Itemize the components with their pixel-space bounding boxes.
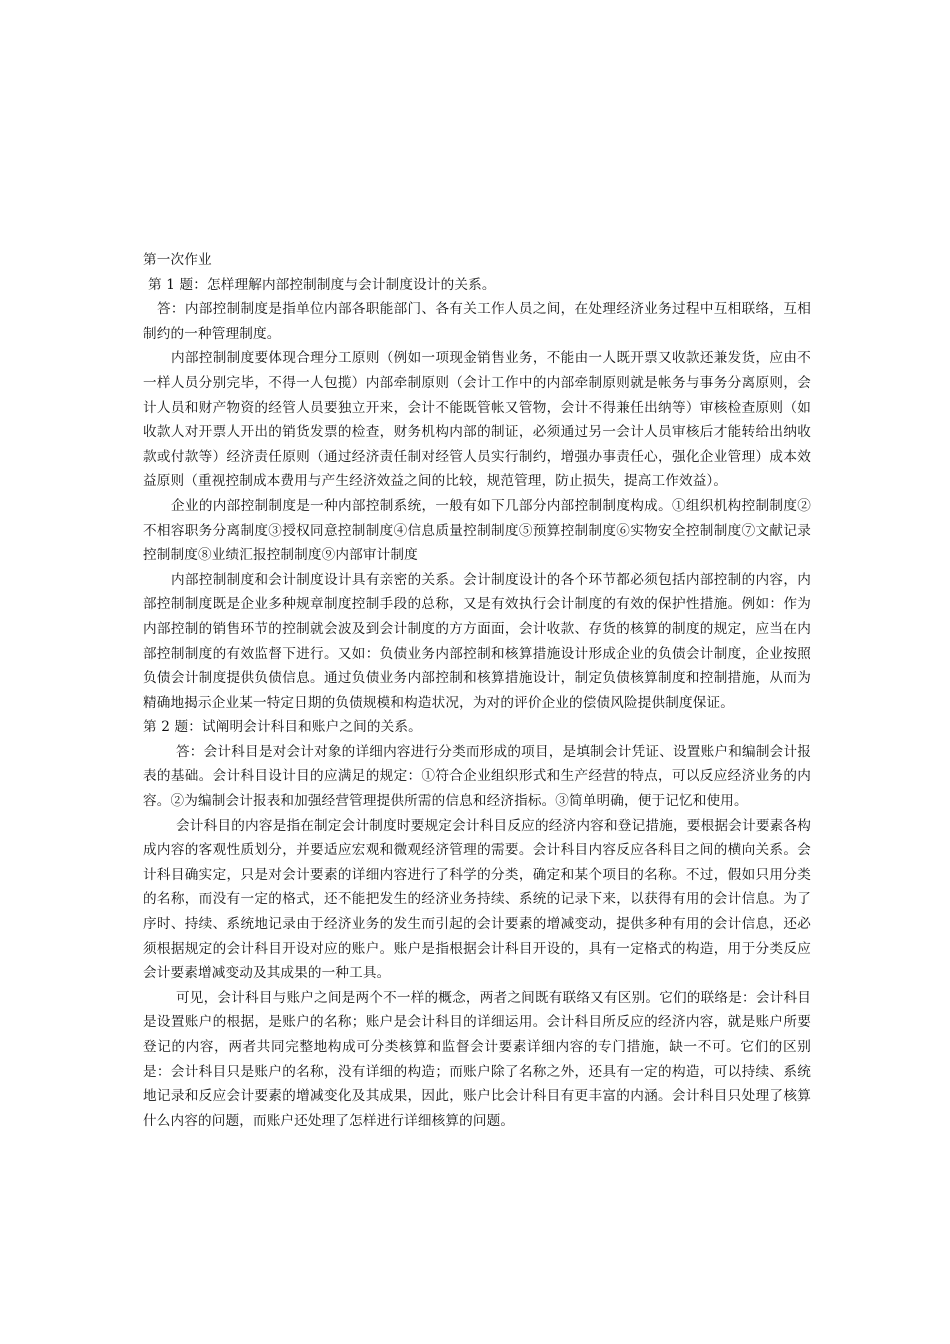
question-1-components-paragraph: 企业的内部控制制度是一种内部控制系统，一般有如下几部分内部控制制度构成。①组织机构控制制度②不相容职务分离制度③授权同意控制制度④信息质量控制制度⑤预算控制制度⑥实物安全控制制度⑦文献记录控制制度⑧业绩汇报控制制度⑨内部审计制度 — [143, 497, 811, 564]
question-2-content-paragraph: 会计科目的内容是指在制定会计制度时要规定会计科目反应的经济内容和登记措施，要根据会计要素各构成内容的客观性质划分，并要适应宏观和微观经济管理的需要。会计科目内容反应各科目之间的横向关系。会计科目确实定，只是对会计要素的详细内容进行了科学的分类，确定和某个项目的名称。不过，假如只用分类的名称，而没有一定的格式，还不能把发生的经济业务持续、系统的记录下来，以获得有用的会计信息。为了序时、持续、系统地记录由于经济业务的发生而引起的会计要素的增减变动，提供多种有用的会计信息，还必须根据规定的会计科目开设对应的账户。账户是指根据会计科目开设的，具有一定格式的构造，用于分类反应会计要素增减变动及其成果的一种工具。 — [143, 817, 811, 982]
question-2-answer-intro: 答：会计科目是对会计对象的详细内容进行分类而形成的项目，是填制会计凭证、设置账户和编制会计报表的基础。会计科目设计目的应满足的规定：①符合企业组织形式和生产经营的特点，可以反应经济业务的内容。②为编制会计报表和加强经营管理提供所需的信息和经济指标。③简单明确，便于记忆和使用。 — [143, 743, 811, 810]
document-title: 第一次作业 — [143, 252, 212, 268]
question-1-principles-paragraph: 内部控制制度要体现合理分工原则（例如一项现金销售业务，不能由一人既开票又收款还兼发货，应由不一样人员分别完毕，不得一人包揽）内部牵制原则（会计工作中的内部牵制原则就是帐务与事务分离原则，会计人员和财产物资的经管人员要独立开来，会计不能既管帐又管物，会计不得兼任出纳等）审核检查原则（如收款人对开票人开出的销货发票的检查，财务机构内部的制证，必须通过另一会计人员审核后才能转给出纳收款或付款等）经济责任原则（通过经济责任制对经管人员实行制约，增强办事责任心，强化企业管理）成本效益原则（重视控制成本费用与产生经济效益之间的比较，规范管理，防止损失，提高工作效益）。 — [143, 350, 811, 490]
question-1-relationship-paragraph: 内部控制制度和会计制度设计具有亲密的关系。会计制度设计的各个环节都必须包括内部控制的内容，内部控制制度既是企业多种规章制度控制手段的总称，又是有效执行会计制度的有效的保护性措施。例如：作为内部控制的销售环节的控制就会波及到会计制度的方方面面，会计收款、存货的核算的制度的规定，应当在内部控制制度的有效监督下进行。又如：负债业务内部控制和核算措施设计形成企业的负债会计制度，企业按照负债会计制度提供负债信息。通过负债业务内部控制和核算措施设计，制定负债核算制度和控制措施，从而为精确地揭示企业某一特定日期的负债规模和构造状况，为对的评价企业的偿债风险提供制度保证。 — [143, 571, 811, 711]
question-2-heading: 第 2 题：试阐明会计科目和账户之间的关系。 — [143, 719, 422, 736]
document-body — [143, 248, 811, 1133]
question-2-comparison-paragraph: 可见，会计科目与账户之间是两个不一样的概念，两者之间既有联络又有区别。它们的联络是：会计科目是设置账户的根据，是账户的名称；账户是会计科目的详细运用。会计科目所反应的经济内容，就是账户所要登记的内容，两者共同完整地构成可分类核算和监督会计要素详细内容的专门措施，缺一不可。它们的区别是：会计科目只是账户的名称，没有详细的构造；而账户除了名称之外，还具有一定的构造，可以持续、系统地记录和反应会计要素的增减变化及其成果，因此，账户比会计科目有更丰富的内涵。会计科目只处理了核算什么内容的问题，而账户还处理了怎样进行详细核算的问题。 — [143, 989, 811, 1129]
question-1-answer-intro: 答：内部控制制度是指单位内部各职能部门、各有关工作人员之间，在处理经济业务过程中互相联络，互相制约的一种管理制度。 — [143, 301, 811, 342]
question-1-heading: 第 1 题：怎样理解内部控制制度与会计制度设计的关系。 — [148, 276, 496, 293]
